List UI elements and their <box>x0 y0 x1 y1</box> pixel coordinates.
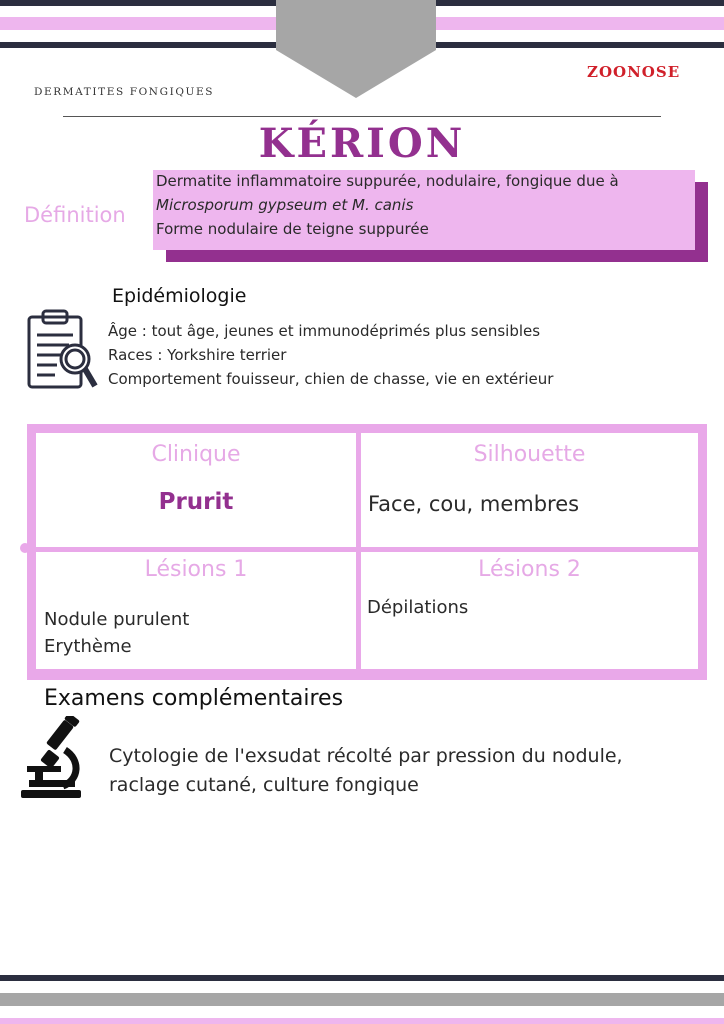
lesions-1-item: Nodule purulent <box>44 609 190 630</box>
definition-line-1: Dermatite inflammatoire suppurée, nodulaire, fongique due à <box>156 172 619 190</box>
silhouette-value: Face, cou, membres <box>368 492 580 516</box>
lesions-1-list <box>44 606 189 660</box>
header-chevron <box>276 0 436 98</box>
cell-clinique <box>36 433 356 547</box>
definition-line-3: Forme nodulaire de teigne suppurée <box>156 220 429 238</box>
epidemiology-line-breeds: Races : Yorkshire terrier <box>108 346 287 364</box>
definition-label: Définition <box>24 203 126 227</box>
bottom-stripe-navy <box>0 975 724 981</box>
definition-line-2: Microsporum gypseum et M. canis <box>156 196 414 214</box>
clinique-title: Clinique <box>151 442 241 467</box>
exams-line-2: raclage cutané, culture fongique <box>109 774 419 796</box>
grid-decoration-dot <box>20 543 30 553</box>
exams-line-1: Cytologie de l'exsudat récolté par pression du nodule, <box>109 745 623 767</box>
microscope-icon <box>21 716 83 800</box>
header-divider <box>63 116 661 117</box>
lesions-2-item: Dépilations <box>367 597 469 618</box>
clinical-grid <box>27 424 707 680</box>
bottom-stripe-pink <box>0 1018 724 1024</box>
zoonose-tag: ZOONOSE <box>587 63 681 81</box>
exams-title: Examens complémentaires <box>44 686 344 711</box>
definition-text <box>156 169 696 241</box>
bottom-stripe-gray <box>0 993 724 1006</box>
exams-text <box>109 742 623 800</box>
cell-lesions-2 <box>361 552 698 669</box>
epidemiology-line-behavior: Comportement fouisseur, chien de chasse, vie en extérieur <box>108 370 554 388</box>
epidemiology-line-age: Âge : tout âge, jeunes et immunodéprimés plus sensibles <box>108 322 541 340</box>
lesions-1-item: Erythème <box>44 636 132 657</box>
clinique-value: Prurit <box>158 489 234 515</box>
lesions-2-list <box>367 594 468 621</box>
lesions-2-title: Lésions 2 <box>478 557 581 582</box>
epidemiology-lines <box>108 319 553 391</box>
page-title: KÉRION <box>258 120 466 167</box>
silhouette-title: Silhouette <box>473 442 586 467</box>
category-label: DERMATITES FONGIQUES <box>34 86 215 98</box>
lesions-1-title: Lésions 1 <box>144 557 248 582</box>
cell-lesions-1 <box>36 552 356 669</box>
epidemiology-title: Epidémiologie <box>112 285 247 307</box>
cell-silhouette <box>361 433 698 547</box>
clipboard-magnifier-icon <box>25 309 99 391</box>
